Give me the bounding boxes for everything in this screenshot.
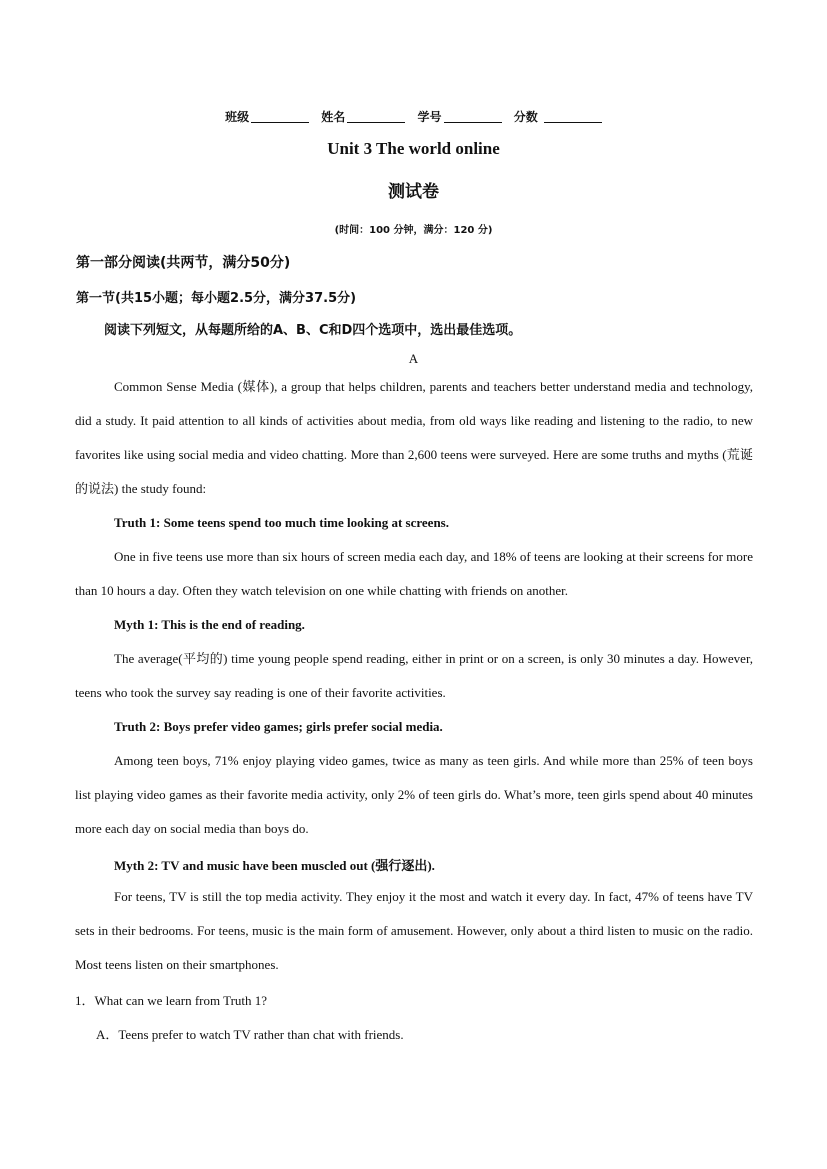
name-label: 姓名 bbox=[321, 110, 346, 124]
instruction: 阅读下列短文，从每题所给的A、B、C和D四个选项中，选出最佳选项。 bbox=[104, 323, 522, 338]
part1-title: 第一部分阅读(共两节，满分50分) bbox=[76, 255, 291, 271]
question-1-stem: 1．What can we learn from Truth 1? bbox=[75, 993, 268, 1008]
student-no-label: 学号 bbox=[417, 110, 442, 124]
score-label: 分数 bbox=[513, 110, 538, 124]
section1-title: 第一节(共15小题；每小题2.5分，满分37.5分) bbox=[76, 291, 357, 306]
passage-label: A bbox=[408, 351, 419, 366]
myth1-heading: Myth 1: This is the end of reading. bbox=[114, 617, 305, 632]
myth1-text: The average(平均的) time young people spend reading, either in print or on a screen, is only 30 minutes a day. However, teens who took the survey say reading is one of their favorite activities. bbox=[75, 651, 753, 700]
class-blank[interactable] bbox=[251, 110, 309, 123]
page-subtitle: 测试卷 bbox=[388, 182, 439, 202]
truth2-text: Among teen boys, 71% enjoy playing video games, twice as many as teen girls. And while more than 25% of teen boys list playing video games as their favorite media activity, only 2% of teen girls do. What’s more, teen girls spend about 40 minutes more each day on social media than boys do. bbox=[75, 753, 753, 836]
passage-intro: Common Sense Media (媒体), a group that helps children, parents and teachers better understand media and technology, did a study. It paid attention to all kinds of activities about media, from old ways like reading and listening to the radio, to new favorites like using social media and video chatting. More than 2,600 teens were surveyed. Here are some truths and myths (荒诞的说法) the study found: bbox=[75, 379, 753, 496]
class-label: 班级 bbox=[225, 110, 250, 124]
truth1-text: One in five teens use more than six hours of screen media each day, and 18% of teens are looking at their screens for more than 10 hours a day. Often they watch television on one while chatting with friends on another. bbox=[75, 549, 753, 598]
truth2-heading: Truth 2: Boys prefer video games; girls prefer social media. bbox=[114, 719, 443, 734]
class-field bbox=[225, 110, 309, 124]
myth2-text: For teens, TV is still the top media activity. They enjoy it the most and watch it every day. In fact, 47% of teens have TV sets in their bedrooms. For teens, music is the main form of amusement. However, only about a third listen to music on the radio. Most teens listen on their smartphones. bbox=[75, 889, 753, 972]
myth2-heading: Myth 2: TV and music have been muscled out (强行逐出). bbox=[114, 858, 435, 873]
truth1-heading: Truth 1: Some teens spend too much time looking at screens. bbox=[114, 515, 449, 530]
name-blank[interactable] bbox=[347, 110, 405, 123]
student-no-blank[interactable] bbox=[444, 110, 502, 123]
student-info-line bbox=[0, 108, 827, 125]
question-1-option-a[interactable]: A．Teens prefer to watch TV rather than chat with friends. bbox=[96, 1027, 404, 1042]
time-info: (时间：100 分钟，满分：120 分) bbox=[334, 225, 493, 236]
score-blank[interactable] bbox=[544, 110, 602, 123]
page-title: Unit 3 The world online bbox=[327, 139, 500, 158]
name-field bbox=[321, 110, 405, 124]
student-no-field bbox=[418, 110, 502, 124]
score-field bbox=[514, 110, 602, 124]
